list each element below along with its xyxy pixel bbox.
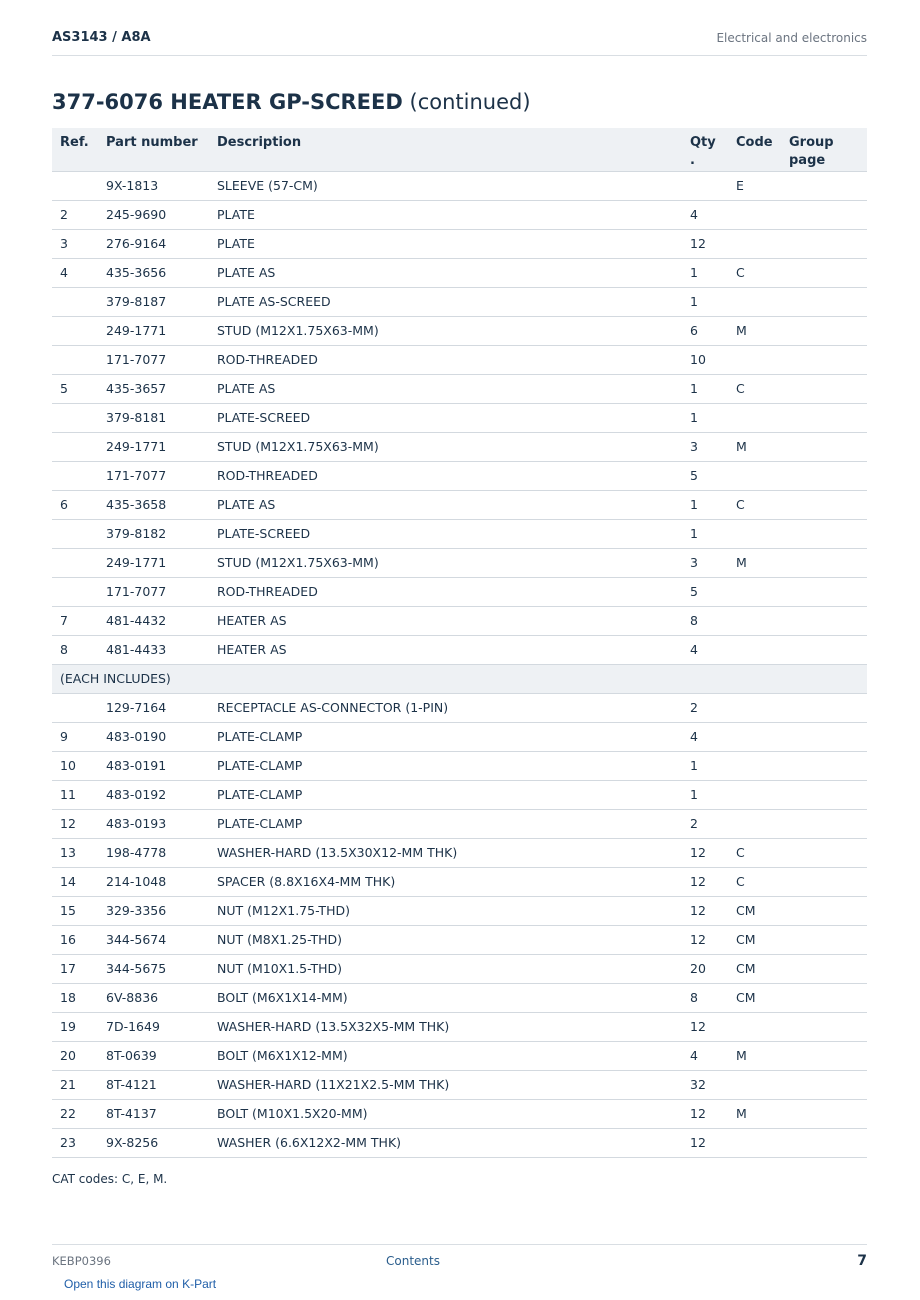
cell-description: STUD (M12X1.75X63-MM)	[209, 548, 682, 577]
cell-part-number: 483-0193	[98, 809, 209, 838]
cell-qty: 4	[682, 1041, 728, 1070]
cell-description: RECEPTACLE AS-CONNECTOR (1-PIN)	[209, 693, 682, 722]
cell-ref: 3	[52, 229, 98, 258]
cell-ref: 22	[52, 1099, 98, 1128]
cell-qty: 1	[682, 519, 728, 548]
cell-qty: 12	[682, 229, 728, 258]
cell-qty: 12	[682, 1099, 728, 1128]
cell-code: M	[728, 548, 781, 577]
cell-group-page	[781, 838, 867, 867]
cell-qty: 3	[682, 432, 728, 461]
cell-ref: 7	[52, 606, 98, 635]
table-row	[52, 838, 867, 867]
cell-code: C	[728, 374, 781, 403]
cell-part-number: 435-3656	[98, 258, 209, 287]
cell-part-number: 379-8187	[98, 287, 209, 316]
cell-code: C	[728, 258, 781, 287]
table-row	[52, 983, 867, 1012]
cell-part-number: 483-0191	[98, 751, 209, 780]
cell-part-number: 171-7077	[98, 577, 209, 606]
cell-qty: 12	[682, 838, 728, 867]
cell-description: WASHER-HARD (13.5X32X5-MM THK)	[209, 1012, 682, 1041]
category-label: Electrical and electronics	[716, 31, 867, 45]
cell-ref: 21	[52, 1070, 98, 1099]
table-row	[52, 925, 867, 954]
cell-code	[728, 461, 781, 490]
col-header-ref: Ref.	[52, 128, 98, 171]
cell-part-number: 171-7077	[98, 345, 209, 374]
cell-code: M	[728, 432, 781, 461]
note-text: (EACH INCLUDES)	[52, 664, 867, 693]
cell-qty: 3	[682, 548, 728, 577]
cell-group-page	[781, 896, 867, 925]
cell-group-page	[781, 461, 867, 490]
table-row	[52, 780, 867, 809]
cell-code	[728, 577, 781, 606]
cell-code	[728, 1070, 781, 1099]
cell-code: C	[728, 490, 781, 519]
cell-code	[728, 229, 781, 258]
cell-ref	[52, 171, 98, 200]
cell-description: SLEEVE (57-CM)	[209, 171, 682, 200]
cell-part-number: 8T-0639	[98, 1041, 209, 1070]
cell-code	[728, 809, 781, 838]
cell-group-page	[781, 374, 867, 403]
table-row	[52, 519, 867, 548]
cell-group-page	[781, 345, 867, 374]
cell-group-page	[781, 1012, 867, 1041]
cell-qty: 12	[682, 896, 728, 925]
cell-part-number: 7D-1649	[98, 1012, 209, 1041]
cell-part-number: 483-0192	[98, 780, 209, 809]
cell-group-page	[781, 780, 867, 809]
cell-ref: 8	[52, 635, 98, 664]
cell-qty: 4	[682, 200, 728, 229]
cell-description: BOLT (M6X1X14-MM)	[209, 983, 682, 1012]
cell-description: BOLT (M10X1.5X20-MM)	[209, 1099, 682, 1128]
cell-group-page	[781, 983, 867, 1012]
cell-description: PLATE AS-SCREED	[209, 287, 682, 316]
cell-part-number: 379-8182	[98, 519, 209, 548]
cell-ref: 5	[52, 374, 98, 403]
cell-code	[728, 635, 781, 664]
cell-description: ROD-THREADED	[209, 461, 682, 490]
cell-code	[728, 287, 781, 316]
cell-ref: 6	[52, 490, 98, 519]
table-row	[52, 809, 867, 838]
cell-ref	[52, 519, 98, 548]
cell-part-number: 379-8181	[98, 403, 209, 432]
cell-ref: 16	[52, 925, 98, 954]
cell-qty	[682, 171, 728, 200]
table-row	[52, 258, 867, 287]
cell-part-number: 483-0190	[98, 722, 209, 751]
cell-ref	[52, 577, 98, 606]
cell-qty: 1	[682, 751, 728, 780]
cell-description: PLATE	[209, 200, 682, 229]
cell-qty: 8	[682, 606, 728, 635]
cell-group-page	[781, 867, 867, 896]
cell-code	[728, 403, 781, 432]
cell-description: HEATER AS	[209, 606, 682, 635]
title-main: 377-6076 HEATER GP-SCREED	[52, 90, 403, 114]
cell-part-number: 249-1771	[98, 548, 209, 577]
cell-part-number: 344-5675	[98, 954, 209, 983]
table-row	[52, 316, 867, 345]
table-header-row	[52, 128, 867, 171]
contents-link[interactable]: Contents	[386, 1254, 440, 1268]
table-row	[52, 374, 867, 403]
model-label: AS3143 / A8A	[52, 30, 151, 45]
cell-group-page	[781, 635, 867, 664]
cell-ref: 17	[52, 954, 98, 983]
cell-ref: 12	[52, 809, 98, 838]
table-row	[52, 606, 867, 635]
table-row	[52, 287, 867, 316]
cell-ref	[52, 461, 98, 490]
cell-ref: 14	[52, 867, 98, 896]
cell-ref: 13	[52, 838, 98, 867]
cell-group-page	[781, 925, 867, 954]
cell-group-page	[781, 722, 867, 751]
cell-description: PLATE AS	[209, 374, 682, 403]
cell-description: NUT (M8X1.25-THD)	[209, 925, 682, 954]
table-row	[52, 200, 867, 229]
table-row	[52, 548, 867, 577]
cell-group-page	[781, 577, 867, 606]
cell-qty: 1	[682, 403, 728, 432]
cell-code: M	[728, 316, 781, 345]
cell-qty: 10	[682, 345, 728, 374]
cell-qty: 2	[682, 809, 728, 838]
cell-group-page	[781, 1099, 867, 1128]
col-header-qty: Qty .	[682, 128, 728, 171]
cell-group-page	[781, 1041, 867, 1070]
cell-qty: 1	[682, 287, 728, 316]
cell-code	[728, 693, 781, 722]
cell-description: SPACER (8.8X16X4-MM THK)	[209, 867, 682, 896]
cell-description: PLATE-CLAMP	[209, 722, 682, 751]
cell-group-page	[781, 548, 867, 577]
cell-ref	[52, 345, 98, 374]
cell-description: PLATE-CLAMP	[209, 780, 682, 809]
cell-description: PLATE-CLAMP	[209, 809, 682, 838]
table-row	[52, 171, 867, 200]
parts-table	[52, 128, 867, 1158]
table-row	[52, 577, 867, 606]
cell-description: HEATER AS	[209, 635, 682, 664]
cell-code: M	[728, 1099, 781, 1128]
cell-group-page	[781, 1128, 867, 1157]
table-row	[52, 490, 867, 519]
cell-ref: 19	[52, 1012, 98, 1041]
cell-part-number: 481-4432	[98, 606, 209, 635]
cell-qty: 12	[682, 1012, 728, 1041]
cell-code	[728, 606, 781, 635]
cell-code: C	[728, 838, 781, 867]
cell-description: STUD (M12X1.75X63-MM)	[209, 432, 682, 461]
cell-group-page	[781, 606, 867, 635]
cell-group-page	[781, 693, 867, 722]
table-row	[52, 1128, 867, 1157]
cell-ref: 15	[52, 896, 98, 925]
cell-code: CM	[728, 925, 781, 954]
table-row	[52, 1070, 867, 1099]
col-header-group-page: Group page	[781, 128, 867, 171]
table-row	[52, 635, 867, 664]
cell-description: WASHER-HARD (11X21X2.5-MM THK)	[209, 1070, 682, 1099]
cell-code: CM	[728, 954, 781, 983]
cell-group-page	[781, 809, 867, 838]
cell-description: ROD-THREADED	[209, 577, 682, 606]
cell-part-number: 249-1771	[98, 432, 209, 461]
page-header	[52, 28, 867, 56]
parts-table-body	[52, 171, 867, 1157]
col-header-part-number: Part number	[98, 128, 209, 171]
cell-qty: 12	[682, 1128, 728, 1157]
table-row	[52, 867, 867, 896]
cell-code	[728, 200, 781, 229]
cell-qty: 4	[682, 722, 728, 751]
col-header-description: Description	[209, 128, 682, 171]
cell-part-number: 435-3658	[98, 490, 209, 519]
cell-qty: 6	[682, 316, 728, 345]
cell-description: NUT (M12X1.75-THD)	[209, 896, 682, 925]
table-note-row	[52, 664, 867, 693]
cell-ref	[52, 316, 98, 345]
cell-description: BOLT (M6X1X12-MM)	[209, 1041, 682, 1070]
cell-ref	[52, 693, 98, 722]
cell-ref	[52, 287, 98, 316]
table-row	[52, 954, 867, 983]
cell-ref: 23	[52, 1128, 98, 1157]
col-header-code: Code	[728, 128, 781, 171]
cell-part-number: 481-4433	[98, 635, 209, 664]
cell-part-number: 9X-8256	[98, 1128, 209, 1157]
page-footer	[52, 1244, 867, 1275]
cell-qty: 20	[682, 954, 728, 983]
table-row	[52, 896, 867, 925]
cell-ref: 2	[52, 200, 98, 229]
cat-codes-note: CAT codes: C, E, M.	[52, 1172, 168, 1186]
cell-description: WASHER (6.6X12X2-MM THK)	[209, 1128, 682, 1157]
cell-qty: 32	[682, 1070, 728, 1099]
cell-ref: 20	[52, 1041, 98, 1070]
title-suffix: (continued)	[409, 90, 531, 114]
cell-code	[728, 751, 781, 780]
cell-group-page	[781, 751, 867, 780]
cell-code: M	[728, 1041, 781, 1070]
cell-part-number: 171-7077	[98, 461, 209, 490]
cell-description: PLATE-SCREED	[209, 519, 682, 548]
table-row	[52, 1099, 867, 1128]
cell-group-page	[781, 954, 867, 983]
table-row	[52, 403, 867, 432]
cell-part-number: 249-1771	[98, 316, 209, 345]
cell-group-page	[781, 200, 867, 229]
cell-group-page	[781, 432, 867, 461]
cell-ref	[52, 432, 98, 461]
cell-description: STUD (M12X1.75X63-MM)	[209, 316, 682, 345]
cell-group-page	[781, 171, 867, 200]
cell-code	[728, 722, 781, 751]
cell-code: CM	[728, 983, 781, 1012]
cell-ref: 18	[52, 983, 98, 1012]
cell-qty: 1	[682, 258, 728, 287]
table-row	[52, 722, 867, 751]
cell-code	[728, 345, 781, 374]
cell-part-number: 129-7164	[98, 693, 209, 722]
cell-description: WASHER-HARD (13.5X30X12-MM THK)	[209, 838, 682, 867]
table-row	[52, 432, 867, 461]
cell-code: E	[728, 171, 781, 200]
table-row	[52, 693, 867, 722]
open-diagram-kpart-link[interactable]: Open this diagram on K-Part	[64, 1277, 217, 1291]
cell-part-number: 329-3356	[98, 896, 209, 925]
cell-ref: 9	[52, 722, 98, 751]
cell-description: PLATE	[209, 229, 682, 258]
table-row	[52, 1012, 867, 1041]
cell-qty: 2	[682, 693, 728, 722]
cell-code	[728, 1128, 781, 1157]
cell-code	[728, 519, 781, 548]
cell-description: NUT (M10X1.5-THD)	[209, 954, 682, 983]
cell-qty: 12	[682, 867, 728, 896]
cell-part-number: 276-9164	[98, 229, 209, 258]
cell-group-page	[781, 287, 867, 316]
cell-group-page	[781, 316, 867, 345]
cell-part-number: 435-3657	[98, 374, 209, 403]
cell-code	[728, 780, 781, 809]
cell-qty: 1	[682, 780, 728, 809]
cell-code: CM	[728, 896, 781, 925]
cell-part-number: 8T-4137	[98, 1099, 209, 1128]
cell-part-number: 9X-1813	[98, 171, 209, 200]
cell-part-number: 245-9690	[98, 200, 209, 229]
cell-qty: 12	[682, 925, 728, 954]
table-row	[52, 229, 867, 258]
cell-part-number: 198-4778	[98, 838, 209, 867]
cell-group-page	[781, 258, 867, 287]
cell-qty: 8	[682, 983, 728, 1012]
cell-part-number: 6V-8836	[98, 983, 209, 1012]
cell-code: C	[728, 867, 781, 896]
cell-part-number: 214-1048	[98, 867, 209, 896]
cell-group-page	[781, 229, 867, 258]
cell-qty: 1	[682, 490, 728, 519]
cell-group-page	[781, 403, 867, 432]
cell-ref: 4	[52, 258, 98, 287]
page-title	[52, 90, 531, 114]
cell-description: PLATE-CLAMP	[209, 751, 682, 780]
cell-part-number: 344-5674	[98, 925, 209, 954]
cell-ref: 10	[52, 751, 98, 780]
page-number: 7	[857, 1253, 867, 1269]
cell-part-number: 8T-4121	[98, 1070, 209, 1099]
table-row	[52, 1041, 867, 1070]
table-row	[52, 345, 867, 374]
cell-qty: 5	[682, 577, 728, 606]
cell-description: ROD-THREADED	[209, 345, 682, 374]
cell-description: PLATE AS	[209, 490, 682, 519]
cell-ref	[52, 403, 98, 432]
cell-qty: 4	[682, 635, 728, 664]
cell-code	[728, 1012, 781, 1041]
cell-qty: 1	[682, 374, 728, 403]
cell-ref	[52, 548, 98, 577]
table-row	[52, 751, 867, 780]
cell-description: PLATE AS	[209, 258, 682, 287]
cell-group-page	[781, 490, 867, 519]
document-id: KEBP0396	[52, 1254, 111, 1268]
cell-qty: 5	[682, 461, 728, 490]
cell-description: PLATE-SCREED	[209, 403, 682, 432]
cell-group-page	[781, 519, 867, 548]
table-row	[52, 461, 867, 490]
cell-group-page	[781, 1070, 867, 1099]
cell-ref: 11	[52, 780, 98, 809]
